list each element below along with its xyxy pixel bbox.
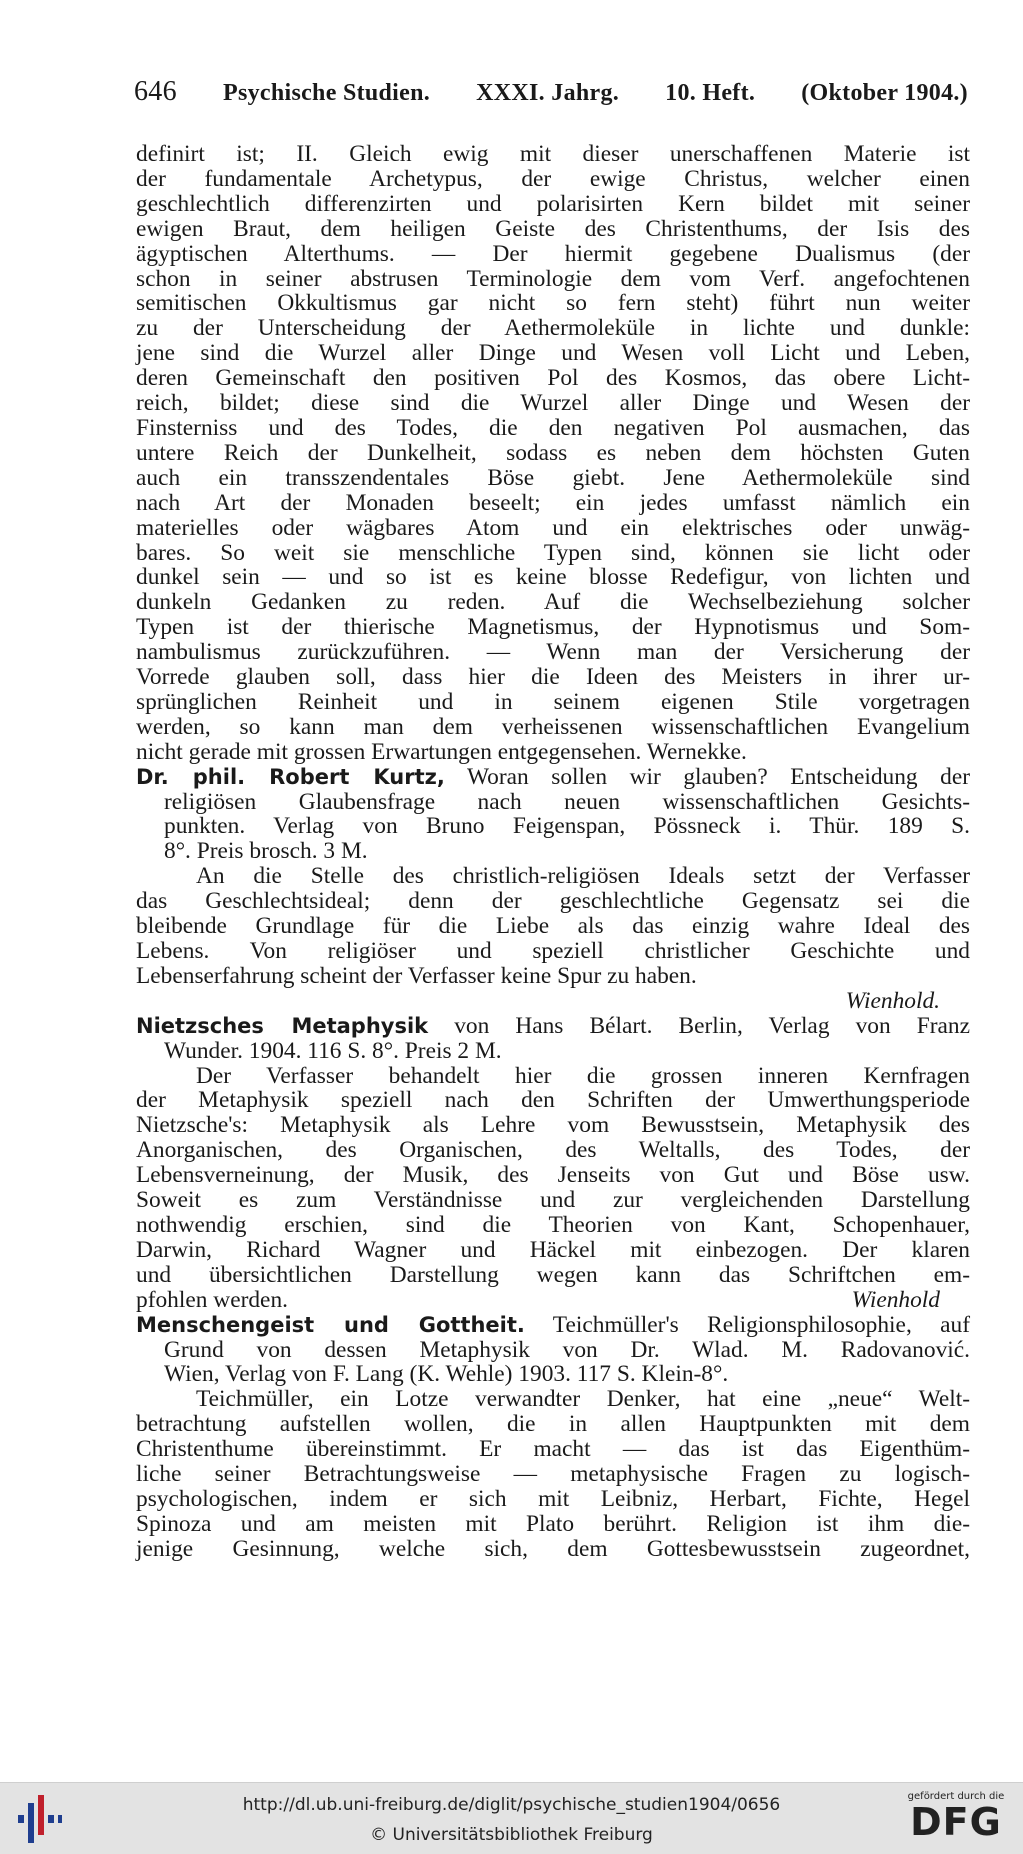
- text-line: Lebenserfahrung scheint der Verfasser keine Spur zu haben.: [136, 962, 697, 989]
- text-line: 8°. Preis brosch. 3 M.: [164, 838, 368, 865]
- text-line: nothwendig erschien, sind die Theorien von Kant, Schopenhauer,: [136, 1211, 970, 1238]
- running-header: [134, 76, 968, 108]
- text-line: Lebensverneinung, der Musik, des Jenseits von Gut und Böse usw.: [136, 1162, 970, 1189]
- text-line: semitischen Okkultismus gar nicht so fern steht) führt nun weiter: [136, 290, 970, 317]
- document-url[interactable]: http://dl.ub.uni-freiburg.de/diglit/psychische_studien1904/0656: [242, 1795, 781, 1815]
- issue-date: (Oktober 1904.): [801, 80, 968, 106]
- text-line: das Geschlechtsideal; denn der geschlechtliche Gegensatz sei die: [136, 888, 970, 915]
- text-line: jenige Gesinnung, welche sich, dem Gottesbewusstsein zugeordnet,: [136, 1535, 970, 1562]
- text-line: betrachtung aufstellen wollen, die in allen Hauptpunkten mit dem: [136, 1411, 970, 1438]
- text-line: jene sind die Wurzel aller Dinge und Wesen voll Licht und Leben,: [136, 340, 970, 367]
- entry-heading: Nietzsches Metaphysik: [136, 1013, 429, 1038]
- text-line: und übersichtlichen Darstellung wegen kann das Schriftchen em-: [136, 1261, 970, 1288]
- text-line: Lebens. Von religiöser und speziell christlicher Geschichte und: [136, 938, 970, 964]
- text-line: untere Reich der Dunkelheit, sodass es neben dem höchsten Guten: [136, 439, 970, 466]
- text-line: Wunder. 1904. 116 S. 8°. Preis 2 M.: [164, 1037, 502, 1064]
- text-line: zu der Unterscheidung der Aethermoleküle in lichte und dunkle:: [136, 315, 970, 342]
- journal-title: Psychische Studien.: [222, 80, 431, 106]
- review-kurtz: [136, 765, 970, 1014]
- reviewer-signature: Wienhold.: [845, 987, 940, 1014]
- text-line: psychologischen, indem er sich mit Leibniz, Herbart, Fichte, Hegel: [136, 1485, 970, 1512]
- reviewer-signature: Wienhold: [851, 1286, 940, 1313]
- review-continuation: [136, 142, 970, 765]
- viewer-footer: [0, 1782, 1023, 1854]
- dfg-caption: gefördert durch die: [907, 1791, 1005, 1802]
- dfg-wordmark: DFG: [910, 1800, 1002, 1844]
- text-line: ewigen Braut, dem heiligen Geiste des Christenthums, der Isis des: [136, 215, 970, 242]
- review-teichmueller: [136, 1313, 970, 1562]
- text-line: der Metaphysik speziell nach den Schriften der Umwerthungsperiode: [136, 1087, 970, 1114]
- text-line: nicht gerade mit grossen Erwartungen entgegensehen. Wernekke.: [136, 738, 747, 765]
- page-number: 646: [134, 76, 177, 107]
- text-line: nambulismus zurückzuführen. — Wenn man der Versicherung der: [136, 639, 970, 666]
- entry-heading: Menschengeist und Gottheit.: [136, 1312, 525, 1337]
- text-line: Teichmüller's Religionsphilosophie, auf: [552, 1311, 970, 1338]
- text-line: Nietzsche's: Metaphysik als Lehre vom Bewusstsein, Metaphysik des: [136, 1112, 970, 1139]
- text-line: materielles oder wägbares Atom und ein elektrisches oder unwäg-: [136, 514, 970, 541]
- text-line: schon in seiner abstrusen Terminologie dem vom Verf. angefochtenen: [136, 265, 970, 292]
- text-line: bares. So weit sie menschliche Typen sind, können sie licht oder: [136, 539, 970, 566]
- text-line: religiösen Glaubensfrage nach neuen wissenschaftlichen Gesichts-: [164, 788, 970, 815]
- copyright-text: © Universitätsbibliothek Freiburg: [370, 1825, 653, 1845]
- text-line: geschlechtlich differenzirten und polarisirten Kern bildet mit seiner: [136, 190, 970, 217]
- entry-heading: Dr. phil. Robert Kurtz,: [136, 764, 445, 789]
- text-line: An die Stelle des christlich-religiösen Ideals setzt der Verfasser: [196, 863, 970, 890]
- text-line: der fundamentale Archetypus, der ewige Christus, welcher einen: [136, 165, 970, 192]
- text-line: pfohlen werden.: [136, 1286, 288, 1313]
- text-line: von Hans Bélart. Berlin, Verlag von Franz: [454, 1012, 970, 1039]
- text-line: liche seiner Betrachtungsweise — metaphysische Fragen zu logisch-: [136, 1461, 970, 1488]
- text-line: nach Art der Monaden beseelt; ein jedes umfasst nämlich ein: [136, 489, 970, 516]
- text-line: sprünglichen Reinheit und in seinem eigenen Stile vorgetragen: [136, 688, 970, 715]
- text-line: ägyptischen Alterthums. — Der hiermit gegebene Dualismus (der: [136, 240, 970, 267]
- text-line: Vorrede glauben soll, dass hier die Ideen des Meisters in ihrer ur-: [136, 664, 970, 691]
- text-line: dunkeln Gedanken zu reden. Auf die Wechselbeziehung solcher: [136, 589, 970, 616]
- text-line: definirt ist; II. Gleich ewig mit dieser unerschaffenen Materie ist: [136, 141, 970, 167]
- text-line: Typen ist der thierische Magnetismus, der Hypnotismus und Som-: [136, 614, 970, 641]
- text-line: Darwin, Richard Wagner und Häckel mit einbezogen. Der klaren: [136, 1236, 970, 1263]
- text-line: Spinoza und am meisten mit Plato berührt. Religion ist ihm die-: [136, 1510, 970, 1537]
- text-line: Finsterniss und des Todes, die den negativen Pol ausmachen, das: [136, 414, 970, 441]
- text-line: Wien, Verlag von F. Lang (K. Wehle) 1903. 117 S. Klein-8°.: [164, 1361, 729, 1388]
- text-line: Grund von dessen Metaphysik von Dr. Wlad. M. Radovanović.: [164, 1336, 970, 1363]
- text-line: deren Gemeinschaft den positiven Pol des Kosmos, das obere Licht-: [136, 365, 970, 392]
- text-line: punkten. Verlag von Bruno Feigenspan, Pössneck i. Thür. 189 S.: [164, 813, 970, 840]
- body-text: [136, 142, 970, 1562]
- text-line: reich, bildet; diese sind die Wurzel aller Dinge und Wesen der: [136, 390, 970, 417]
- text-line: Teichmüller, ein Lotze verwandter Denker, hat eine „neue“ Welt-: [196, 1386, 970, 1413]
- text-line: auch ein transszendentales Böse giebt. Jene Aethermoleküle sind: [136, 464, 970, 491]
- text-line: werden, so kann man dem verheissenen wissenschaftlichen Evangelium: [136, 713, 970, 740]
- text-line: Christenthume übereinstimmt. Er macht — das ist das Eigenthüm-: [136, 1436, 970, 1463]
- text-line: bleibende Grundlage für die Liebe als das einzig wahre Ideal des: [136, 913, 970, 940]
- volume: XXXI. Jahrg.: [476, 80, 620, 106]
- text-line: dunkel sein — und so ist es keine blosse Redefigur, von lichten und: [136, 564, 970, 591]
- text-line: Der Verfasser behandelt hier die grossen inneren Kernfragen: [196, 1062, 970, 1089]
- text-line: Anorganischen, des Organischen, des Weltalls, des Todes, der: [136, 1137, 970, 1164]
- review-nietzsche: [136, 1014, 970, 1313]
- dfg-logo: [900, 1791, 1012, 1849]
- text-line: Soweit es zum Verständnisse und zur vergleichenden Darstellung: [136, 1187, 970, 1214]
- text-line: Woran sollen wir glauben? Entscheidung der: [466, 763, 971, 790]
- issue: 10. Heft.: [665, 80, 756, 106]
